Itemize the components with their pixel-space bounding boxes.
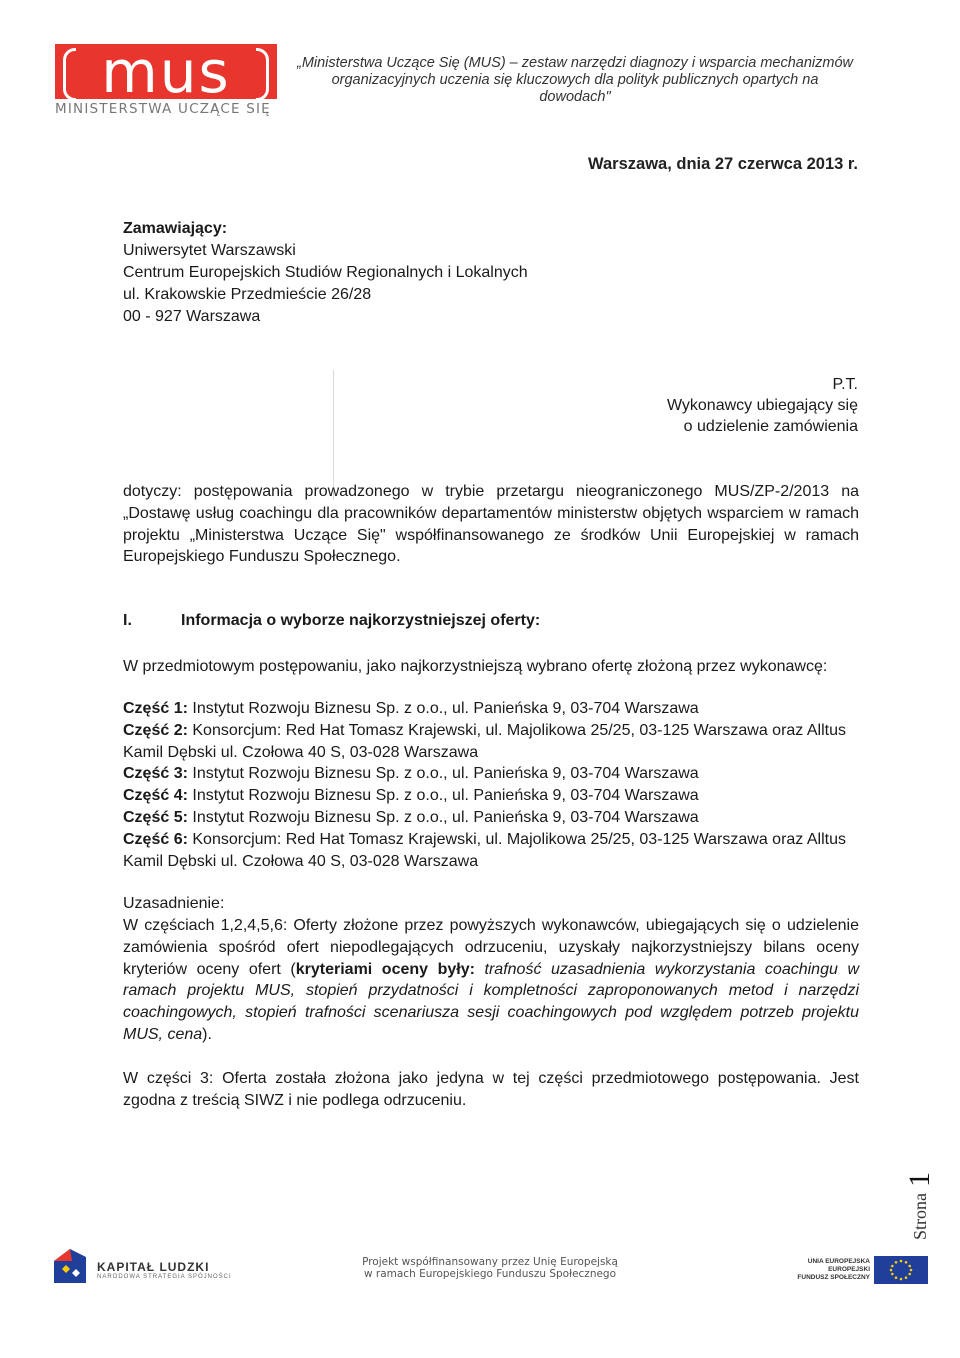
recipient-line: ul. Krakowskie Przedmieście 26/28: [123, 286, 372, 303]
project-quote: „Ministerstwa Uczące Się (MUS) – zestaw narzędzi diagnozy i wsparcia mechanizmów organizacyjnych uczenia się kluczowych dla polityk publicznych opartych na dowodach": [296, 55, 854, 105]
addressee-line: o udzielenie zamówienia: [683, 418, 858, 435]
recipient-line: Uniwersytet Warszawski: [123, 242, 296, 259]
part-text: Instytut Rozwoju Biznesu Sp. z o.o., ul. Panieńska 9, 03-704 Warszawa: [187, 765, 699, 783]
justification-text-end: ).: [202, 1025, 212, 1043]
justification-text: W częściach 1,2,4,5,6: Oferty złożone przez powyższych wykonawców, ubiegających się o udzielenie zamówienia spośród ofert niepodlegających odrzuceniu, uzyskały najkorzystniejszy bilans oceny kryteriów oceny ofert (: [123, 917, 859, 978]
page-digit: 1: [903, 1172, 936, 1187]
recipient-line: Centrum Europejskich Studiów Regionalnych i Lokalnych: [123, 264, 528, 281]
section-title: Informacja o wyborze najkorzystniejszej oferty:: [181, 612, 541, 629]
part-text: Instytut Rozwoju Biznesu Sp. z o.o., ul. Panieńska 9, 03-704 Warszawa: [187, 808, 699, 826]
eu-caption-line: UNIA EUROPEJSKA: [807, 1258, 870, 1265]
kapital-ludzki-subtitle: NARODOWA STRATEGIA SPÓJNOŚCI: [97, 1274, 232, 1280]
kapital-ludzki-logo-icon: [52, 1247, 88, 1285]
part-label: Część 5:: [123, 808, 188, 826]
logo-subtitle: MINISTERSTWA UCZĄCE SIĘ: [55, 101, 271, 117]
part-text: Konsorcjum: Red Hat Tomasz Krajewski, ul. Majolikowa 25/25, 03-125 Warszawa oraz Alltus Kamil Dębski ul. Czołowa 40 S, 03-028 Warszawa: [123, 830, 846, 870]
list-item: [123, 807, 859, 829]
document-date: Warszawa, dnia 27 czerwca 2013 r.: [588, 155, 858, 173]
logo-text: mus: [101, 38, 231, 106]
list-item: [123, 720, 859, 764]
section-number: I.: [123, 612, 132, 629]
part-label: Część 4:: [123, 787, 188, 805]
kapital-ludzki-title: KAPITAŁ LUDZKI: [97, 1260, 210, 1274]
justification-criteria-label: kryteriami oceny były:: [295, 960, 475, 978]
part-label: Część 1:: [123, 700, 188, 717]
eu-flag-icon: [874, 1256, 928, 1284]
subject-paragraph: dotyczy: postępowania prowadzonego w trybie przetargu nieograniczonego MUS/ZP-2/2013 na „Dostawę usług coachingu dla pracowników departamentów ministerstw objętych wsparciem w ramach projektu „Ministerstwa Uczące Się" współfinansowanego ze środków Unii Europejskiej w ramach Europejskiego Funduszu Społecznego.: [123, 483, 859, 566]
part-label: Część 2:: [123, 721, 188, 739]
justification-paragraph: [123, 915, 859, 1046]
justification-heading: Uzasadnienie:: [123, 895, 225, 912]
recipient-block: [123, 218, 528, 328]
mus-logo: [55, 38, 277, 106]
list-item: [123, 785, 859, 807]
eu-caption-line: FUNDUSZ SPOŁECZNY: [797, 1274, 870, 1281]
part-text: Konsorcjum: Red Hat Tomasz Krajewski, ul. Majolikowa 25/25, 03-125 Warszawa oraz Alltus Kamil Dębski ul. Czołowa 40 S, 03-028 Warszawa: [123, 721, 846, 761]
eu-caption-line: EUROPEJSKI: [828, 1266, 870, 1273]
part-label: Część 3:: [123, 765, 188, 783]
page-word: Strona: [909, 1193, 930, 1240]
section-heading: [123, 612, 540, 630]
part3-paragraph: W części 3: Oferta została złożona jako jedyna w tej części przedmiotowego postępowania. Jest zgodna z treścią SIWZ i nie podlega odrzuceniu.: [123, 1070, 859, 1109]
logo-right-bracket: [256, 48, 269, 101]
intro-paragraph: W przedmiotowym postępowaniu, jako najkorzystniejszą wybrano ofertę złożoną przez wykonawcę:: [123, 658, 828, 675]
footer-note-line: w ramach Europejskiego Funduszu Społecznego: [363, 1268, 617, 1280]
list-item: [123, 698, 859, 720]
addressee-line: P.T.: [832, 376, 858, 393]
eu-caption: [780, 1258, 870, 1282]
part-label: Część 6:: [123, 830, 188, 848]
recipient-line: 00 - 927 Warszawa: [123, 308, 261, 325]
parts-list: [123, 698, 859, 872]
footer-note: [340, 1256, 640, 1280]
footer-note-line: Projekt współfinansowany przez Unię Europejską: [362, 1256, 618, 1268]
part-text: Instytut Rozwoju Biznesu Sp. z o.o., ul. Panieńska 9, 03-704 Warszawa: [187, 787, 699, 805]
list-item: [123, 829, 859, 873]
addressee-block: [667, 374, 858, 437]
justification-criteria: trafność uzasadnienia wykorzystania coachingu w ramach projektu MUS, stopień przydatności i kompletności zaproponowanych metod i narzędzi coachingowych, stopień trafności scenariusza sesji coachingowych pod względem potrzeb projektu MUS, cena: [123, 960, 859, 1043]
page-number: [885, 1170, 955, 1240]
list-item: [123, 763, 859, 785]
addressee-line: Wykonawcy ubiegający się: [666, 397, 858, 414]
recipient-label: Zamawiający:: [123, 220, 228, 237]
part-text: Instytut Rozwoju Biznesu Sp. z o.o., ul. Panieńska 9, 03-704 Warszawa: [187, 700, 699, 717]
